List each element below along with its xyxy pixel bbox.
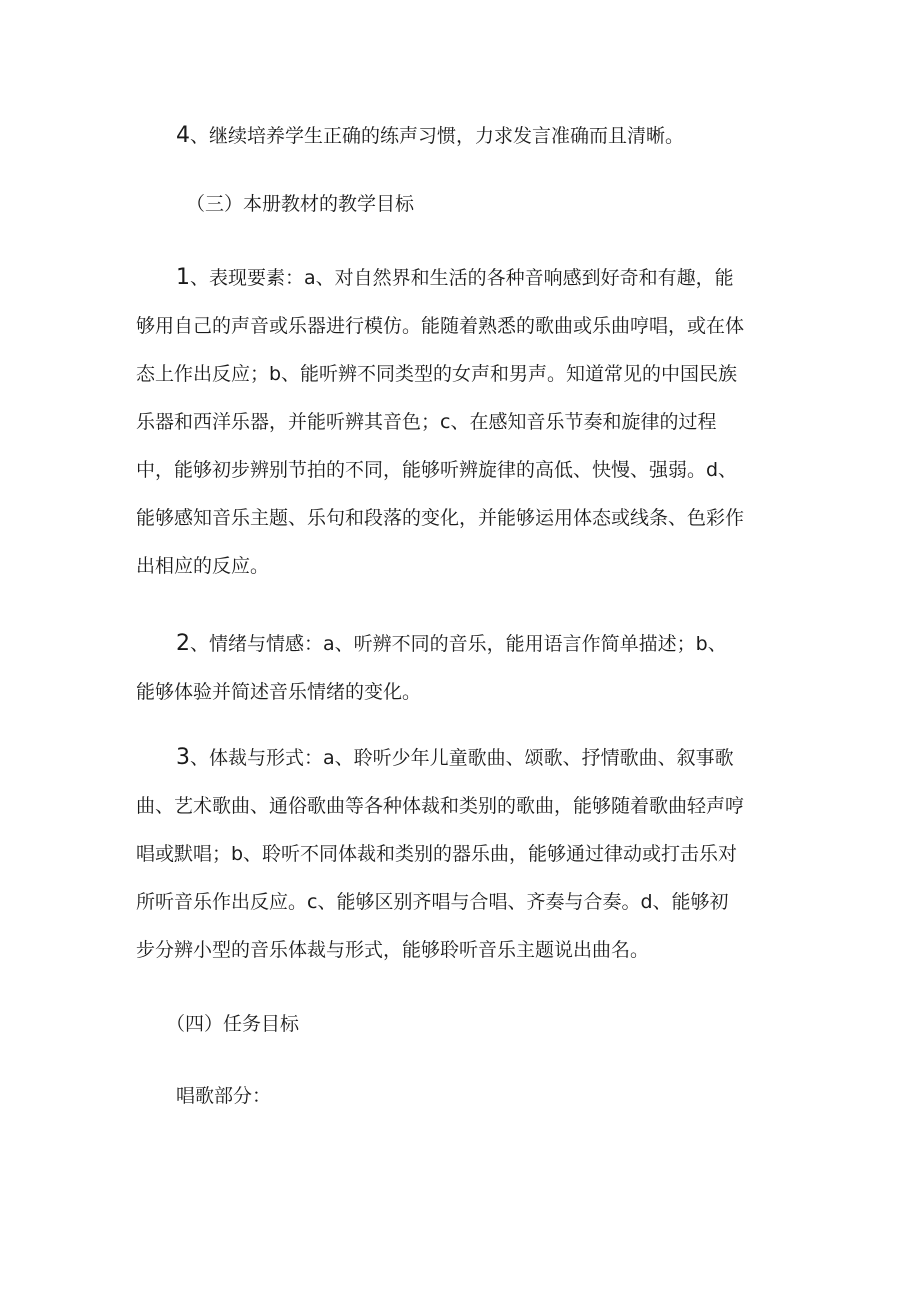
goal-1-line: 乐器和西洋乐器，并能听辨其音色；c、在感知音乐节奏和旋律的过程: [136, 411, 717, 433]
section-4-heading: [166, 1000, 299, 1048]
goal-1-line: 出相应的反应。: [136, 555, 270, 577]
goal-3-line: 所听音乐作出反应。c、能够区别齐唱与合唱、齐奏与合奏。d、能够初: [136, 891, 729, 913]
goal-1-line: 能够感知音乐主题、乐句和段落的变化，并能够运用体态或线条、色彩作: [136, 507, 745, 529]
goal-1-line: 1、表现要素：a、对自然界和生活的各种音响感到好奇和有趣，能: [176, 265, 734, 290]
goal-2-line: 2、情绪与情感：a、听辨不同的音乐，能用语言作简单描述；b、: [176, 631, 727, 656]
singing-section-label: [176, 1072, 271, 1120]
singing-section-label-text: 唱歌部分：: [176, 1085, 272, 1107]
section-4-heading-text: （四）任务目标: [166, 1013, 300, 1035]
goal-3-line: 曲、艺术歌曲、通俗歌曲等各种体裁和类别的歌曲，能够随着歌曲轻声哼: [136, 795, 745, 817]
goal-1-paragraph: [136, 254, 744, 590]
item-4-paragraph: [176, 112, 684, 160]
goal-2-paragraph: [136, 620, 727, 716]
goal-1-line: 态上作出反应；b、能听辨不同类型的女声和男声。知道常见的中国民族: [136, 363, 738, 385]
goal-3-number: 3: [176, 745, 190, 770]
goal-3-paragraph: [136, 734, 744, 974]
goal-2-line: 能够体验并简述音乐情绪的变化。: [136, 681, 422, 703]
goal-2-number: 2: [176, 631, 190, 656]
item-4-line: [176, 112, 684, 160]
goal-1-number: 1: [176, 265, 190, 290]
section-3-heading: [186, 180, 414, 228]
section-3-heading-text: （三）本册教材的教学目标: [186, 193, 415, 215]
goal-3-line: 唱或默唱；b、聆听不同体裁和类别的器乐曲，能够通过律动或打击乐对: [136, 843, 738, 865]
goal-3-line: 3、体裁与形式：a、聆听少年儿童歌曲、颂歌、抒情歌曲、叙事歌: [176, 745, 734, 770]
item-4-number: 4: [176, 123, 190, 148]
goal-3-line: 步分辨小型的音乐体裁与形式，能够聆听音乐主题说出曲名。: [136, 939, 650, 961]
item-4-text: 、继续培养学生正确的练声习惯，力求发言准确而且清晰。: [190, 125, 685, 147]
goal-1-line: 中，能够初步辨别节拍的不同，能够听辨旋律的高低、快慢、强弱。d、: [136, 459, 738, 481]
goal-1-line: 够用自己的声音或乐器进行模仿。能随着熟悉的歌曲或乐曲哼唱，或在体: [136, 315, 745, 337]
